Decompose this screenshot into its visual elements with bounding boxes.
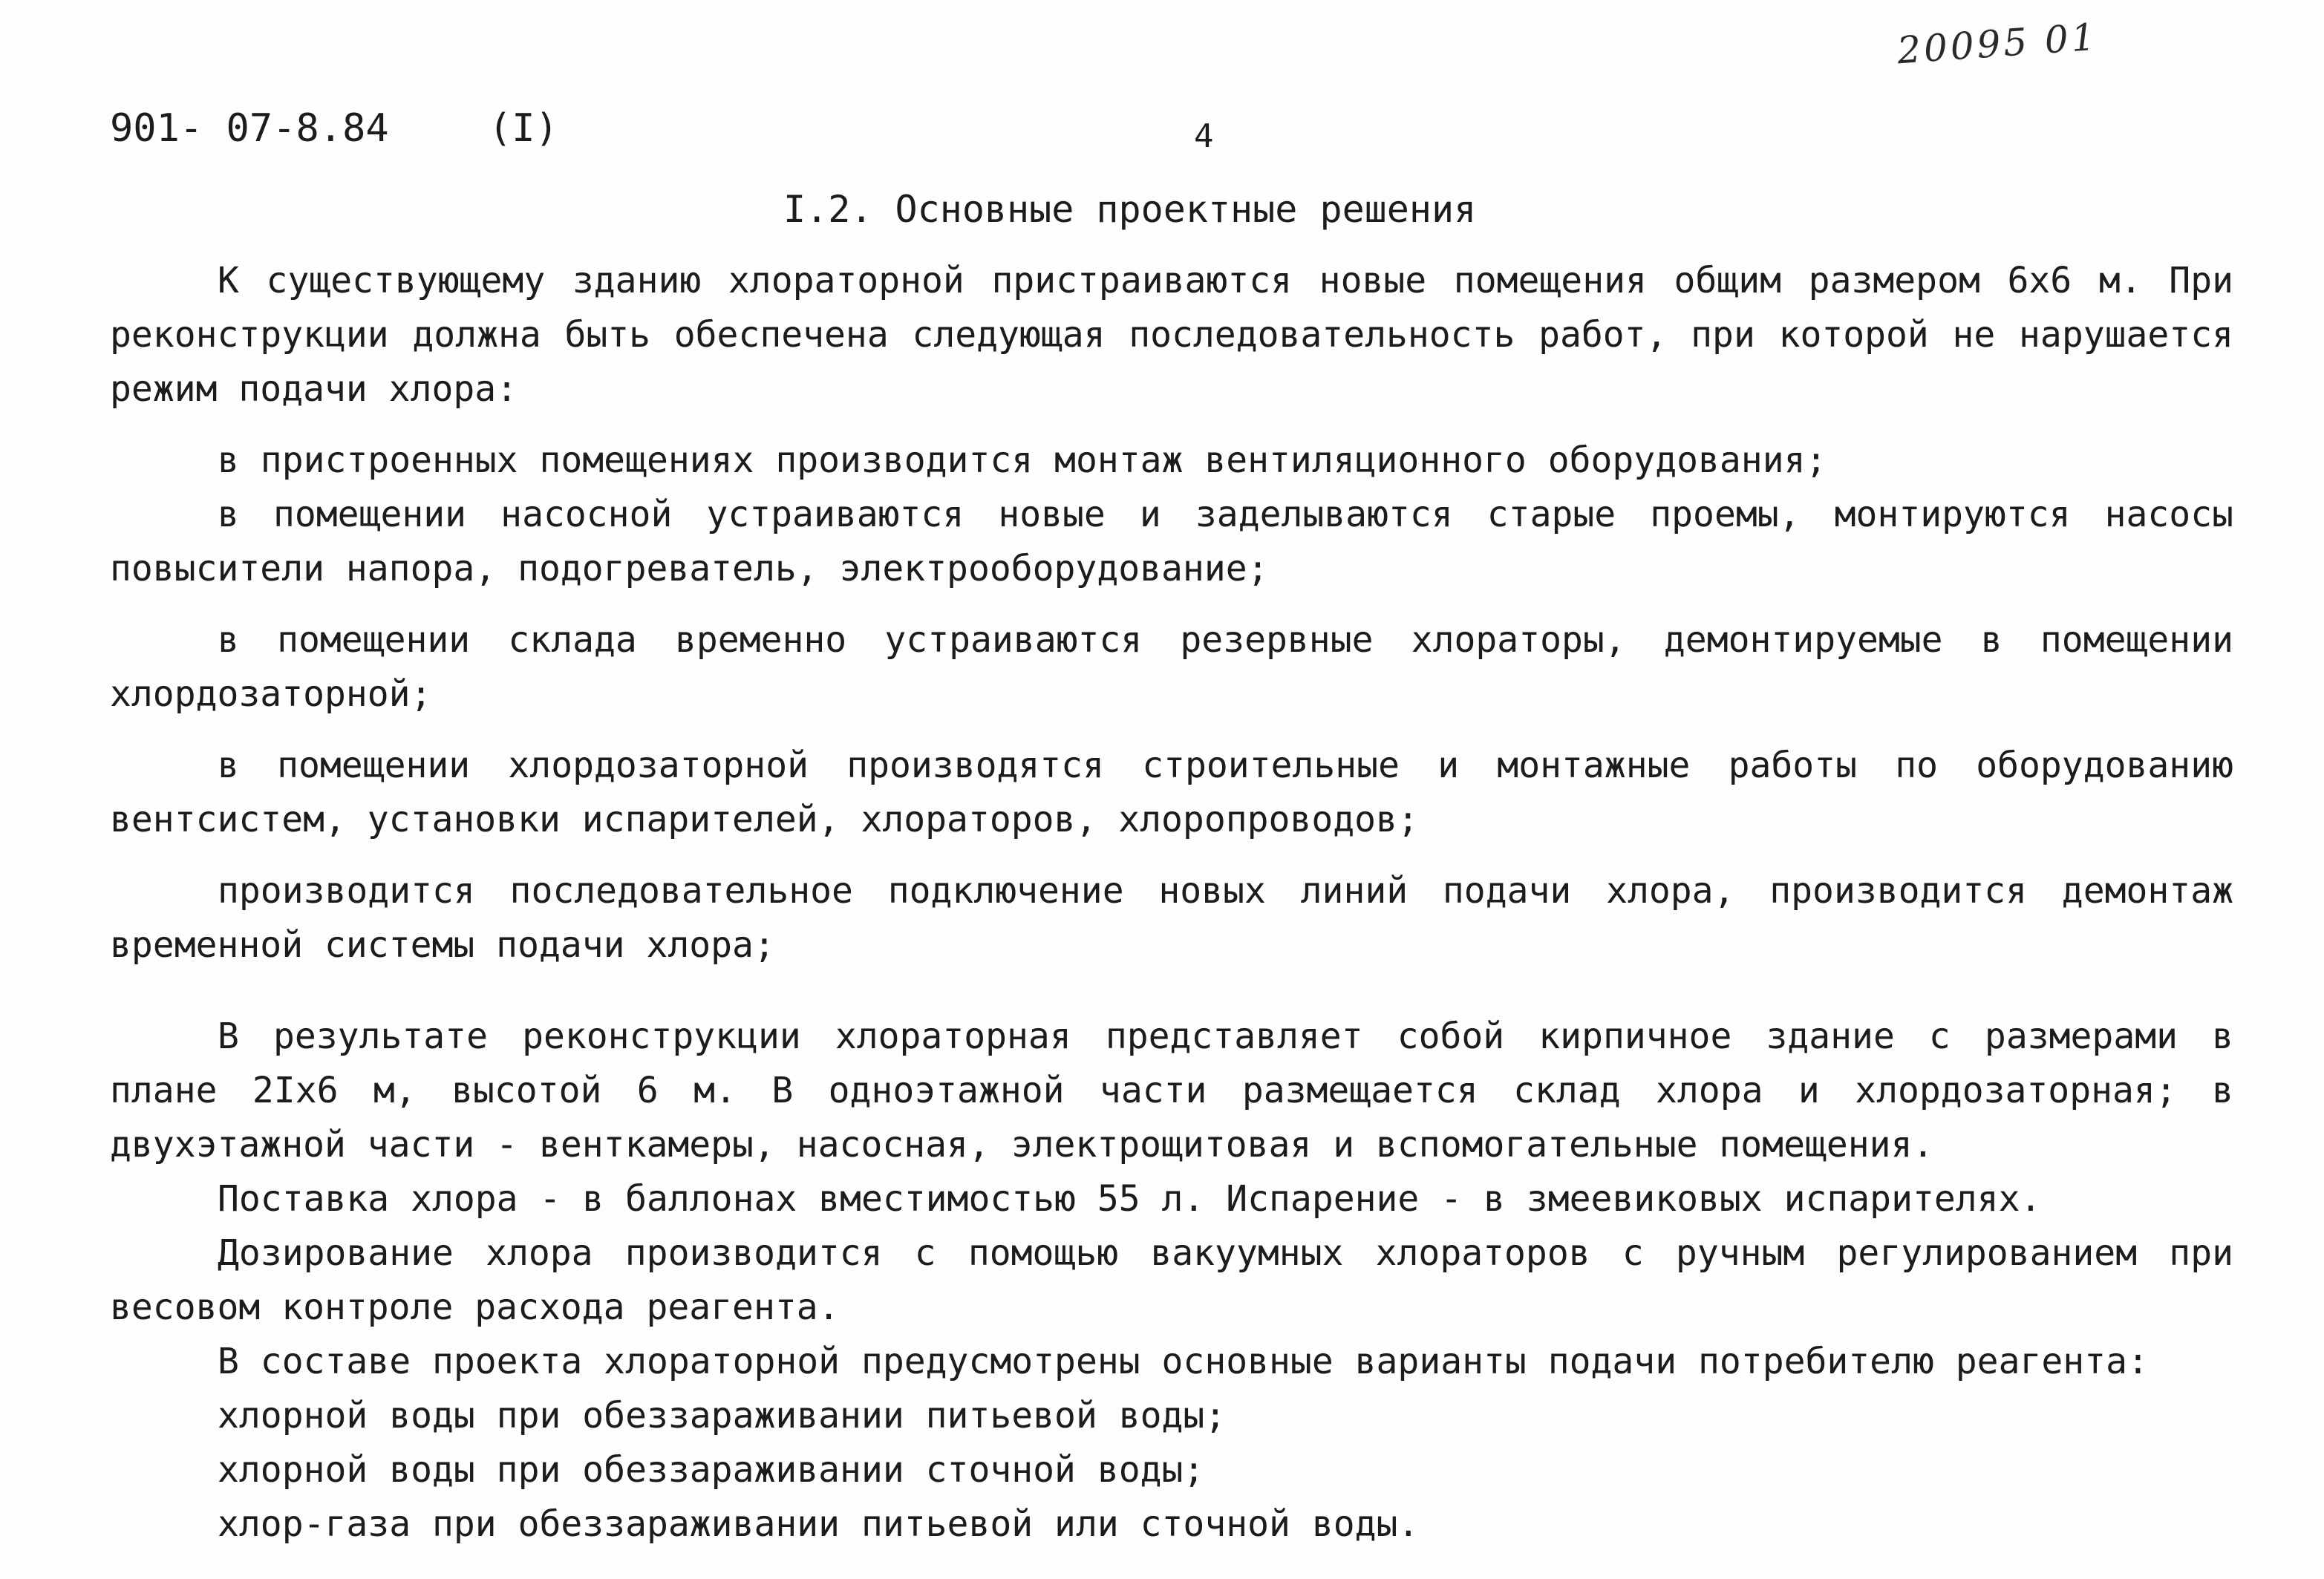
section-title: I.2. Основные проектные решения <box>783 188 1477 231</box>
paragraph: производится последовательное подключение новых линий подачи хлора, производится демонтаж временной системы подачи хлора; <box>110 870 2233 966</box>
sheet-mark: (I) <box>489 106 558 151</box>
paragraph: Поставка хлора - в баллонах вместимостью 55 л. Испарение - в змеевиковых испарителях. <box>218 1178 2042 1220</box>
handwritten-archive-number: 20095 01 <box>1896 15 2100 73</box>
paragraph: В результате реконструкции хлораторная представляет собой кирпичное здание с размерами в плане 2Iх6 м, высотой 6 м. В одноэтажной части размещается склад хлора и хлордозаторная; в двухэтажной части - венткамеры, насосная, электрощитовая и вспомогательные помещения. <box>110 1016 2233 1166</box>
list-item: хлорной воды при обеззараживании питьевой воды; <box>218 1395 1227 1436</box>
paragraph: К существующему зданию хлораторной пристраиваются новые помещения общим размером 6х6 м. При реконструкции должна быть обеспечена следующая последовательность работ, при которой не нарушается режим подачи хлора: <box>110 260 2233 410</box>
paragraph: в помещении склада временно устраиваются резервные хлораторы, демонтируемые в помещении хлордозаторной; <box>110 619 2233 715</box>
paragraph: в помещении насосной устраиваются новые и заделываются старые проемы, монтируются насосы повысители напора, подогреватель, электрооборудование; <box>110 494 2233 589</box>
list-item: хлорной воды при обеззараживании сточной воды; <box>218 1449 1205 1491</box>
paragraph: в пристроенных помещениях производится монтаж вентиляционного оборудования; <box>218 439 1827 481</box>
document-code: 901- 07-8.84 <box>110 106 389 151</box>
body-text <box>110 254 2233 1552</box>
paragraph: В составе проекта хлораторной предусмотрены основные варианты подачи потребителю реагента: <box>218 1341 2149 1382</box>
list-item: хлор-газа при обеззараживании питьевой или сточной воды. <box>218 1503 1420 1545</box>
page-number: 4 <box>1194 117 1214 155</box>
paragraph: Дозирование хлора производится с помощью вакуумных хлораторов с ручным регулированием при весовом контроле расхода реагента. <box>110 1232 2233 1328</box>
paragraph: в помещении хлордозаторной производятся строительные и монтажные работы по оборудованию вентсистем, установки испарителей, хлораторов, хлоропроводов; <box>110 745 2233 840</box>
